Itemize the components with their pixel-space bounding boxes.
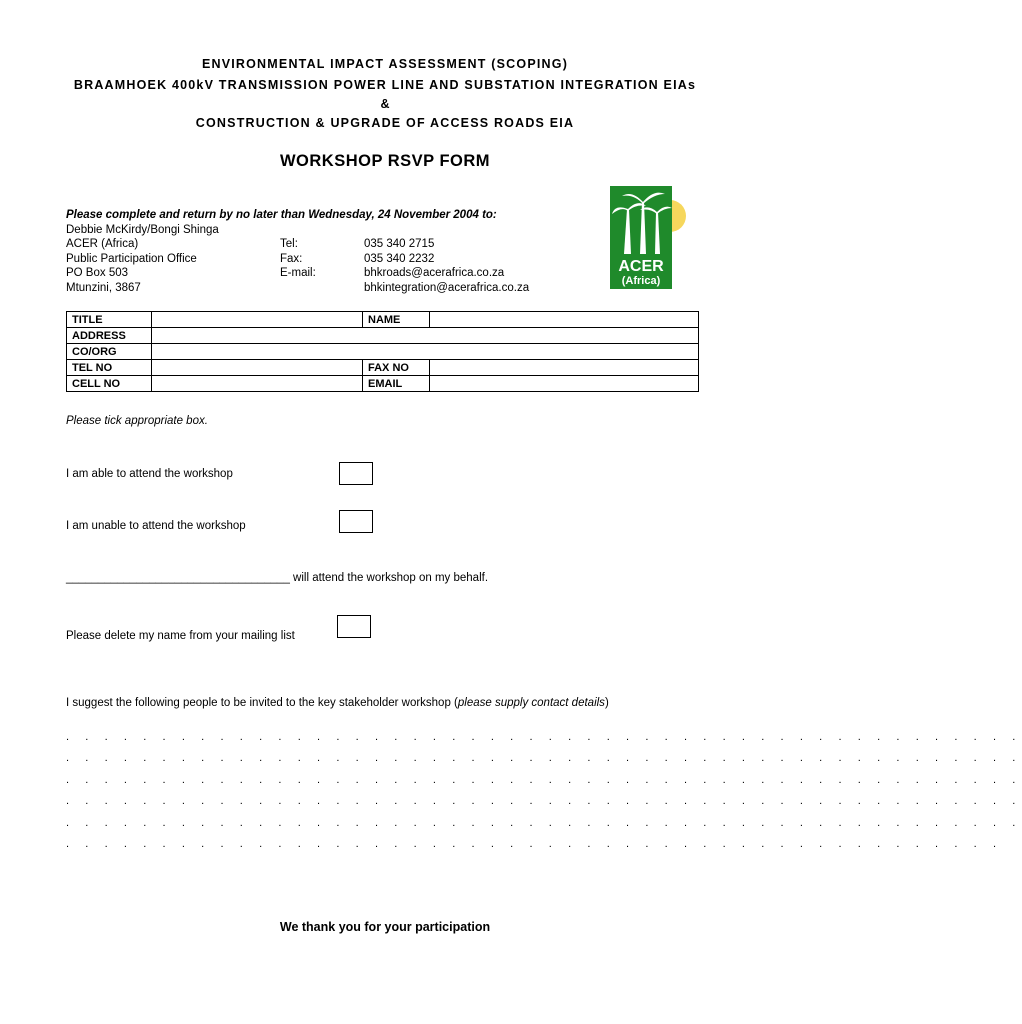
logo-text-acer: ACER: [618, 258, 664, 275]
tel-label: Tel:: [280, 238, 298, 250]
address-field[interactable]: [152, 328, 699, 344]
suggest-text-italic: please supply contact details: [457, 697, 605, 709]
coorg-label: CO/ORG: [67, 344, 152, 360]
name-label: NAME: [363, 312, 430, 328]
table-row: [67, 328, 699, 344]
tick-instruction: Please tick appropriate box.: [66, 415, 208, 427]
dotted-line-2[interactable]: . . . . . . . . . . . . . . . . . . . . . . . . . . . . . . . . . . . . . . . . . . . . . . . . . .: [66, 752, 1022, 764]
cell-no-label: CELL NO: [67, 376, 152, 392]
delete-checkbox[interactable]: [337, 615, 371, 638]
dotted-line-5[interactable]: . . . . . . . . . . . . . . . . . . . . . . . . . . . . . . . . . . . . . . . . . . . . . . . . . .: [66, 817, 1022, 829]
suggest-text-end: ): [604, 697, 609, 709]
header-line-3: &: [380, 97, 390, 111]
title-field[interactable]: [152, 312, 363, 328]
table-row: [67, 312, 699, 328]
email-value-1[interactable]: bhkroads@acerafrica.co.za: [364, 267, 505, 279]
table-row: [67, 344, 699, 360]
fax-no-label: FAX NO: [363, 360, 430, 376]
name-field[interactable]: [430, 312, 699, 328]
email-table-label: EMAIL: [363, 376, 430, 392]
header-line-2: BRAAMHOEK 400kV TRANSMISSION POWER LINE AND SUBSTATION INTEGRATION EIAs: [73, 78, 697, 92]
header-line-1: ENVIRONMENTAL IMPACT ASSESSMENT (SCOPING): [201, 57, 569, 71]
cell-no-field[interactable]: [152, 376, 363, 392]
contact-office: Public Participation Office: [66, 253, 197, 265]
coorg-field[interactable]: [152, 344, 699, 360]
title-label: TITLE: [67, 312, 152, 328]
unable-checkbox[interactable]: [339, 510, 373, 533]
suggest-text: [66, 697, 609, 709]
return-instruction: Please complete and return by no later than Wednesday, 24 November 2004 to:: [66, 209, 497, 221]
dotted-line-6[interactable]: . . . . . . . . . . . . . . . . . . . . . . . . . . . . . . . . . . . . . . . . . . . . . . . . .: [66, 838, 1003, 850]
suggest-text-main: I suggest the following people to be invited to the key stakeholder workshop (: [66, 697, 458, 709]
details-table: [66, 311, 699, 392]
header-line-4: CONSTRUCTION & UPGRADE OF ACCESS ROADS EIA: [195, 116, 575, 130]
attend-label: I am able to attend the workshop: [66, 468, 233, 480]
contact-town: Mtunzini, 3867: [66, 282, 141, 294]
tel-no-field[interactable]: [152, 360, 363, 376]
unable-label: I am unable to attend the workshop: [66, 520, 246, 532]
address-label: ADDRESS: [67, 328, 152, 344]
delete-label: Please delete my name from your mailing list: [66, 630, 295, 642]
email-label: E-mail:: [280, 267, 316, 279]
contact-org: ACER (Africa): [66, 238, 139, 250]
thank-you: We thank you for your participation: [279, 920, 491, 934]
table-row: [67, 376, 699, 392]
tel-no-label: TEL NO: [67, 360, 152, 376]
table-row: [67, 360, 699, 376]
fax-label: Fax:: [280, 253, 303, 265]
logo-text-africa: (Africa): [621, 275, 661, 287]
behalf-line[interactable]: ___________________________________ will attend the workshop on my behalf.: [66, 572, 489, 584]
attend-checkbox[interactable]: [339, 462, 373, 485]
email-table-field[interactable]: [430, 376, 699, 392]
contact-name: Debbie McKirdy/Bongi Shinga: [66, 224, 219, 236]
email-value-2[interactable]: bhkintegration@acerafrica.co.za: [364, 282, 530, 294]
dotted-line-3[interactable]: . . . . . . . . . . . . . . . . . . . . . . . . . . . . . . . . . . . . . . . . . . . . . . . . . .: [66, 774, 1022, 786]
fax-value: 035 340 2232: [364, 253, 435, 265]
fax-no-field[interactable]: [430, 360, 699, 376]
tel-value: 035 340 2715: [364, 238, 435, 250]
acer-logo: [610, 174, 688, 289]
contact-box: PO Box 503: [66, 267, 129, 279]
palm-trees-icon: [610, 174, 688, 289]
form-title: WORKSHOP RSVP FORM: [279, 152, 491, 170]
dotted-line-4[interactable]: . . . . . . . . . . . . . . . . . . . . . . . . . . . . . . . . . . . . . . . . . . . . . . . . . .: [66, 795, 1022, 807]
dotted-line-1[interactable]: . . . . . . . . . . . . . . . . . . . . . . . . . . . . . . . . . . . . . . . . . . . . . . . . . .: [66, 731, 1022, 743]
